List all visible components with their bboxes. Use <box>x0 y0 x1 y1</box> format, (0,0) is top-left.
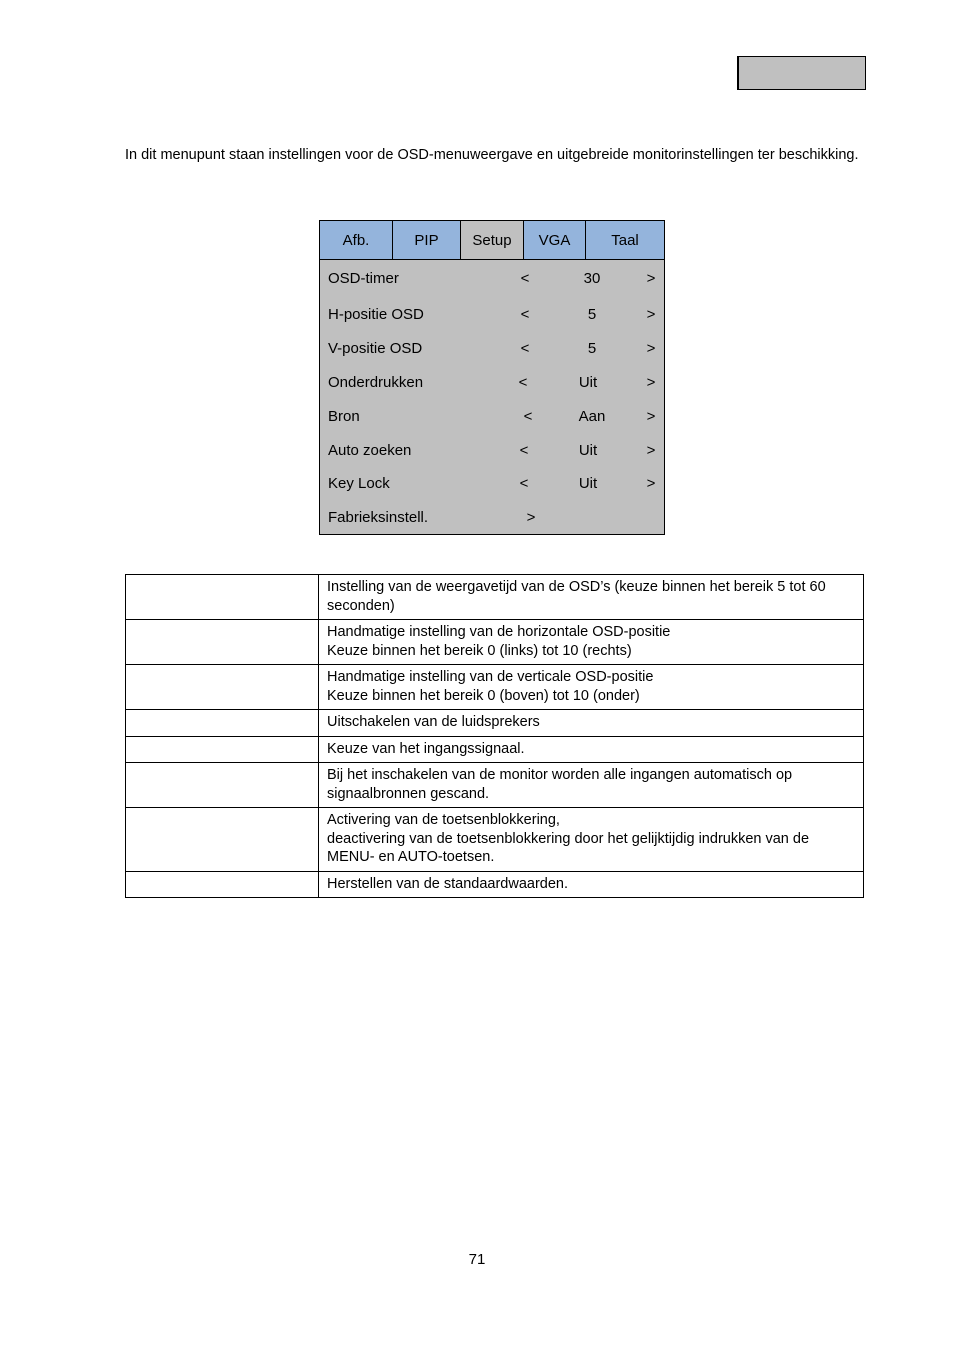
osd-row-label: Fabrieksinstell. <box>328 509 429 526</box>
osd-tab-afb: Afb. <box>320 221 393 259</box>
description-cell: Uitschakelen van de luidsprekers <box>319 710 864 737</box>
osd-row-label: Key Lock <box>328 475 390 492</box>
osd-row-h-positie <box>320 304 664 326</box>
table-row <box>126 736 864 763</box>
osd-menu-illustration <box>319 220 665 535</box>
setting-name-cell <box>126 665 319 710</box>
decrease-arrow-icon: < <box>519 475 529 492</box>
osd-tab-vga: VGA <box>524 221 586 259</box>
increase-arrow-icon: > <box>646 408 656 425</box>
osd-row-value: 5 <box>587 340 597 357</box>
setting-name-cell <box>126 710 319 737</box>
decrease-arrow-icon: < <box>519 442 529 459</box>
description-cell: Instelling van de weergavetijd van de OSD’s (keuze binnen het bereik 5 tot 60 seconden) <box>319 575 864 620</box>
osd-row-osd-timer <box>320 268 664 290</box>
description-cell: Handmatige instelling van de verticale OSD-positie Keuze binnen het bereik 0 (boven) tot 10 (onder) <box>319 665 864 710</box>
setting-name-cell <box>126 808 319 872</box>
increase-arrow-icon: > <box>646 270 656 287</box>
osd-row-value: Uit <box>578 442 598 459</box>
osd-row-v-positie <box>320 338 664 360</box>
setting-name-cell <box>126 763 319 808</box>
osd-row-onderdrukken <box>320 372 664 394</box>
setting-name-cell <box>126 575 319 620</box>
osd-row-auto-zoeken <box>320 440 664 462</box>
osd-row-label: Bron <box>328 408 360 425</box>
decrease-arrow-icon: < <box>520 306 530 323</box>
table-row <box>126 808 864 872</box>
table-row <box>126 665 864 710</box>
table-row <box>126 575 864 620</box>
osd-row-label: Onderdrukken <box>328 374 424 391</box>
osd-tab-pip: PIP <box>393 221 461 259</box>
description-cell: Bij het inschakelen van de monitor worden alle ingangen automatisch op signaalbronnen gescand. <box>319 763 864 808</box>
osd-row-bron <box>320 406 664 428</box>
decrease-arrow-icon: < <box>520 340 530 357</box>
decrease-arrow-icon: < <box>518 374 528 391</box>
osd-tab-taal: Taal <box>586 221 664 259</box>
setting-name-cell <box>126 871 319 898</box>
increase-arrow-icon: > <box>646 374 656 391</box>
page-number: 71 <box>468 1251 486 1268</box>
setting-name-cell <box>126 736 319 763</box>
osd-row-label: H-positie OSD <box>328 306 424 323</box>
language-label-box <box>737 56 866 90</box>
osd-row-fabrieksinstell <box>320 507 664 529</box>
description-cell: Handmatige instelling van de horizontale OSD-positie Keuze binnen het bereik 0 (links) tot 10 (rechts) <box>319 620 864 665</box>
osd-row-label: OSD-timer <box>328 270 399 287</box>
setting-name-cell <box>126 620 319 665</box>
osd-tab-bar <box>320 221 664 260</box>
increase-arrow-icon: > <box>646 475 656 492</box>
intro-paragraph: In dit menupunt staan instellingen voor de OSD-menuweergave en uitgebreide monitorinstellingen ter beschikking. <box>125 147 859 163</box>
osd-row-value: 30 <box>583 270 601 287</box>
increase-arrow-icon: > <box>646 306 656 323</box>
description-cell: Keuze van het ingangssignaal. <box>319 736 864 763</box>
increase-arrow-icon: > <box>646 340 656 357</box>
table-row <box>126 763 864 808</box>
settings-description-table <box>125 574 864 898</box>
description-cell: Herstellen van de standaardwaarden. <box>319 871 864 898</box>
osd-tab-setup: Setup <box>461 221 524 259</box>
increase-arrow-icon: > <box>646 442 656 459</box>
description-cell: Activering van de toetsenblokkering, deactivering van de toetsenblokkering door het gelijktijdig indrukken van de MENU- en AUTO-toetsen. <box>319 808 864 872</box>
osd-row-label: Auto zoeken <box>328 442 412 459</box>
enter-arrow-icon: > <box>526 509 536 526</box>
osd-row-value: 5 <box>587 306 597 323</box>
osd-row-label: V-positie OSD <box>328 340 423 357</box>
table-row <box>126 710 864 737</box>
decrease-arrow-icon: < <box>520 270 530 287</box>
osd-row-value: Uit <box>578 374 598 391</box>
table-row <box>126 871 864 898</box>
osd-row-value: Aan <box>578 408 606 425</box>
table-row <box>126 620 864 665</box>
decrease-arrow-icon: < <box>523 408 533 425</box>
osd-row-value: Uit <box>578 475 598 492</box>
osd-row-key-lock <box>320 473 664 495</box>
